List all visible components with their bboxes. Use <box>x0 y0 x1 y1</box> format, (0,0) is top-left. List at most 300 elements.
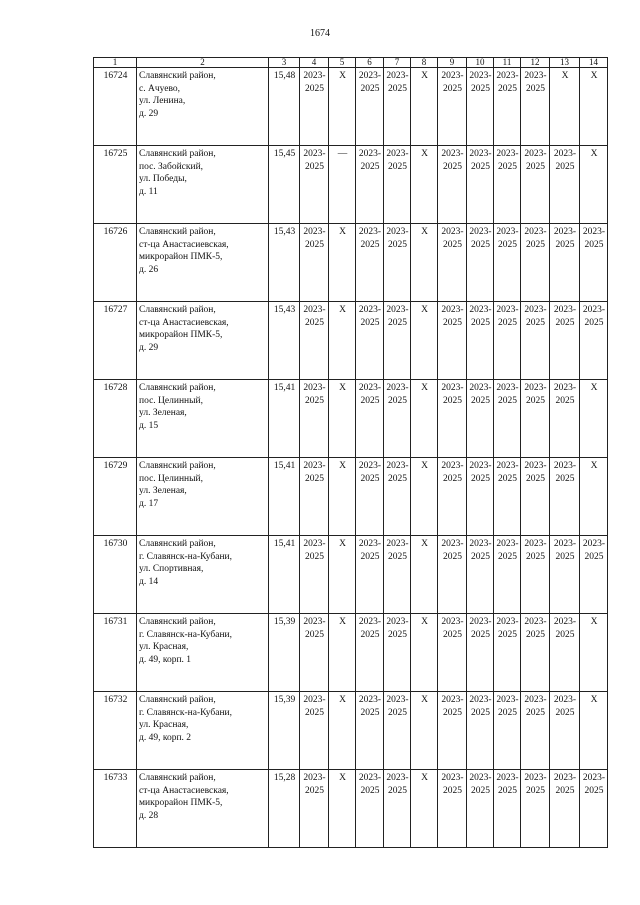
period-text: 2025 <box>305 317 324 328</box>
period-text: 2025 <box>584 239 604 250</box>
period-text: 2023- <box>441 773 464 783</box>
period-text: 2023- <box>303 227 326 237</box>
period-text: 2023- <box>303 71 326 81</box>
address-line: д. 11 <box>139 186 158 197</box>
period-text: 2023- <box>524 539 547 549</box>
period-text: 2025 <box>388 239 407 250</box>
period-text: 2025 <box>471 551 490 562</box>
mark-text: Х <box>590 71 598 81</box>
value-cell: 15,48 <box>269 68 300 146</box>
period-text: 2023- <box>582 773 606 783</box>
period-text: 2025 <box>498 551 517 562</box>
period-text: 2025 <box>584 317 604 328</box>
mark-cell <box>580 614 608 692</box>
mark-text: Х <box>590 617 598 627</box>
period-cell <box>521 68 550 146</box>
period-text: 2025 <box>471 83 490 94</box>
period-text: 2023- <box>441 461 464 471</box>
address-line: Славянский район, <box>139 71 216 81</box>
address-line: д. 15 <box>139 420 159 431</box>
mark-cell <box>329 614 356 692</box>
period-text: 2025 <box>584 785 604 796</box>
address-line: ул. Красная, <box>139 642 189 652</box>
period-cell <box>384 614 411 692</box>
address-line: пос. Целинный, <box>139 395 203 406</box>
mark-cell <box>580 692 608 770</box>
record-number: 16726 <box>94 224 137 302</box>
period-text: 2023- <box>386 461 409 471</box>
mark-cell <box>329 536 356 614</box>
period-text: 2025 <box>360 317 380 328</box>
period-cell <box>494 68 521 146</box>
mark-cell <box>580 458 608 536</box>
period-text: 2023- <box>582 227 606 237</box>
period-text: 2023- <box>358 383 382 393</box>
mark-text: Х <box>421 773 428 783</box>
period-cell <box>521 692 550 770</box>
column-header: 2 <box>137 58 269 68</box>
period-cell <box>550 224 580 302</box>
period-text: 2025 <box>388 707 407 718</box>
period-cell <box>438 458 467 536</box>
period-text: 2023- <box>358 71 382 81</box>
period-cell <box>467 146 494 224</box>
column-header: 5 <box>329 58 356 68</box>
column-header: 4 <box>300 58 329 68</box>
mark-text: Х <box>421 695 428 705</box>
period-cell <box>494 458 521 536</box>
period-cell <box>550 302 580 380</box>
mark-text: Х <box>339 383 346 393</box>
column-header: 9 <box>438 58 467 68</box>
address-line: микрорайон ПМК-5, <box>139 798 223 808</box>
period-text: 2025 <box>526 317 545 328</box>
period-cell <box>580 224 608 302</box>
period-text: 2025 <box>526 629 545 640</box>
period-text: 2023- <box>303 695 326 705</box>
address-cell <box>137 224 269 302</box>
mark-text: Х <box>590 695 598 705</box>
table-row <box>94 146 608 224</box>
period-text: 2023- <box>358 227 382 237</box>
period-cell <box>438 224 467 302</box>
address-line: д. 49, корп. 2 <box>139 732 192 743</box>
period-text: 2025 <box>360 629 380 640</box>
period-text: 2025 <box>555 629 575 640</box>
address-cell <box>137 614 269 692</box>
address-line: ул. Ленина, <box>139 96 186 106</box>
table-row <box>94 380 608 458</box>
mark-text: Х <box>421 149 428 159</box>
period-text: 2023- <box>386 383 409 393</box>
mark-text: Х <box>421 383 428 393</box>
mark-text: Х <box>590 383 598 393</box>
column-header: 11 <box>494 58 521 68</box>
period-text: 2025 <box>443 707 462 718</box>
address-line: с. Ачуево, <box>139 83 180 94</box>
address-line: ст-ца Анастасиевская, <box>139 785 229 796</box>
period-text: 2025 <box>360 551 380 562</box>
period-text: 2025 <box>555 317 575 328</box>
period-text: 2025 <box>526 395 545 406</box>
address-line: пос. Целинный, <box>139 473 203 484</box>
period-text: 2025 <box>388 395 407 406</box>
address-cell <box>137 380 269 458</box>
period-cell <box>467 224 494 302</box>
table-row <box>94 224 608 302</box>
column-header: 10 <box>467 58 494 68</box>
record-number: 16731 <box>94 614 137 692</box>
column-number-row <box>94 58 608 68</box>
period-text: 2023- <box>469 71 492 81</box>
period-text: 2023- <box>524 305 547 315</box>
record-number: 16729 <box>94 458 137 536</box>
mark-cell <box>411 302 438 380</box>
period-text: 2023- <box>496 617 519 627</box>
period-text: 2023- <box>553 305 577 315</box>
period-text: 2023- <box>303 149 326 159</box>
record-number: 16730 <box>94 536 137 614</box>
period-text: 2025 <box>305 239 324 250</box>
address-line: Славянский район, <box>139 305 216 315</box>
period-text: 2025 <box>526 161 545 172</box>
mark-text: — <box>337 149 348 159</box>
mark-cell <box>329 146 356 224</box>
period-text: 2023- <box>386 539 409 549</box>
value-cell: 15,39 <box>269 614 300 692</box>
period-text: 2023- <box>582 305 606 315</box>
period-cell <box>467 536 494 614</box>
period-cell <box>300 224 329 302</box>
period-text: 2023- <box>469 383 492 393</box>
period-text: 2025 <box>498 707 517 718</box>
period-text: 2023- <box>386 305 409 315</box>
period-cell <box>300 692 329 770</box>
mark-cell <box>580 68 608 146</box>
mark-cell <box>329 458 356 536</box>
address-line: г. Славянск-на-Кубани, <box>139 551 232 562</box>
column-header: 1 <box>94 58 137 68</box>
period-cell <box>438 302 467 380</box>
address-cell <box>137 302 269 380</box>
period-cell <box>494 302 521 380</box>
period-text: 2025 <box>498 395 517 406</box>
period-text: 2023- <box>524 149 547 159</box>
period-text: 2025 <box>360 707 380 718</box>
period-text: 2023- <box>441 71 464 81</box>
mark-text: Х <box>421 227 428 237</box>
period-cell <box>384 302 411 380</box>
mark-cell <box>411 770 438 848</box>
address-cell <box>137 458 269 536</box>
period-text: 2025 <box>471 395 490 406</box>
mark-text: Х <box>421 305 428 315</box>
mark-cell <box>329 68 356 146</box>
period-text: 2025 <box>471 629 490 640</box>
address-line: д. 29 <box>139 342 159 353</box>
address-line: ст-ца Анастасиевская, <box>139 317 229 328</box>
period-text: 2023- <box>386 71 409 81</box>
period-cell <box>438 380 467 458</box>
period-cell <box>550 458 580 536</box>
record-number: 16732 <box>94 692 137 770</box>
mark-cell <box>580 380 608 458</box>
address-line: д. 14 <box>139 576 159 587</box>
period-cell <box>300 380 329 458</box>
period-text: 2023- <box>582 539 606 549</box>
period-cell <box>467 68 494 146</box>
period-text: 2023- <box>524 383 547 393</box>
period-text: 2023- <box>358 539 382 549</box>
period-text: 2023- <box>469 617 492 627</box>
period-cell <box>300 458 329 536</box>
period-cell <box>300 302 329 380</box>
period-cell <box>550 614 580 692</box>
record-number: 16725 <box>94 146 137 224</box>
period-text: 2025 <box>498 785 517 796</box>
mark-cell <box>411 380 438 458</box>
mark-text: Х <box>339 461 346 471</box>
mark-text: Х <box>590 461 598 471</box>
period-text: 2025 <box>360 785 380 796</box>
period-cell <box>550 770 580 848</box>
period-text: 2023- <box>303 461 326 471</box>
period-cell <box>438 614 467 692</box>
period-text: 2023- <box>441 539 464 549</box>
mark-text: Х <box>339 539 346 549</box>
period-cell <box>521 614 550 692</box>
period-cell <box>356 224 384 302</box>
mark-cell <box>329 692 356 770</box>
period-text: 2023- <box>553 383 577 393</box>
address-line: д. 26 <box>139 264 159 275</box>
period-text: 2023- <box>303 383 326 393</box>
column-header: 8 <box>411 58 438 68</box>
address-line: ул. Зеленая, <box>139 408 187 418</box>
period-cell <box>494 146 521 224</box>
period-text: 2023- <box>496 695 519 705</box>
period-text: 2023- <box>496 539 519 549</box>
period-cell <box>384 458 411 536</box>
mark-text: Х <box>339 617 346 627</box>
period-text: 2023- <box>553 695 577 705</box>
period-text: 2025 <box>498 239 517 250</box>
mark-cell <box>329 380 356 458</box>
address-line: г. Славянск-на-Кубани, <box>139 629 232 640</box>
period-cell <box>494 224 521 302</box>
record-number: 16733 <box>94 770 137 848</box>
period-text: 2023- <box>524 617 547 627</box>
period-text: 2023- <box>553 149 577 159</box>
period-cell <box>467 380 494 458</box>
value-cell: 15,28 <box>269 770 300 848</box>
table-row <box>94 458 608 536</box>
period-text: 2025 <box>305 83 324 94</box>
period-text: 2025 <box>388 551 407 562</box>
period-cell <box>521 302 550 380</box>
period-text: 2025 <box>305 629 324 640</box>
address-line: Славянский район, <box>139 773 216 783</box>
period-text: 2023- <box>441 149 464 159</box>
address-line: д. 17 <box>139 498 159 509</box>
period-text: 2023- <box>386 617 409 627</box>
period-cell <box>384 224 411 302</box>
address-line: пос. Забойский, <box>139 161 204 172</box>
period-text: 2023- <box>524 773 547 783</box>
period-text: 2025 <box>498 629 517 640</box>
period-cell <box>356 536 384 614</box>
period-cell <box>580 302 608 380</box>
address-cell <box>137 692 269 770</box>
period-text: 2025 <box>443 83 462 94</box>
period-cell <box>550 536 580 614</box>
period-text: 2025 <box>360 83 380 94</box>
mark-cell <box>411 458 438 536</box>
column-header: 3 <box>269 58 300 68</box>
period-text: 2023- <box>303 617 326 627</box>
period-text: 2023- <box>386 149 409 159</box>
mark-text: Х <box>421 539 428 549</box>
period-cell <box>494 380 521 458</box>
period-text: 2023- <box>358 773 382 783</box>
period-text: 2023- <box>469 539 492 549</box>
period-text: 2023- <box>441 695 464 705</box>
period-text: 2023- <box>496 461 519 471</box>
period-text: 2023- <box>441 227 464 237</box>
period-text: 2025 <box>584 551 604 562</box>
address-line: д. 28 <box>139 810 159 821</box>
address-line: ст-ца Анастасиевская, <box>139 239 229 250</box>
record-number: 16724 <box>94 68 137 146</box>
period-cell <box>494 770 521 848</box>
period-text: 2025 <box>498 317 517 328</box>
period-text: 2025 <box>526 473 545 484</box>
mark-text: Х <box>590 149 598 159</box>
period-cell <box>384 380 411 458</box>
period-cell <box>384 770 411 848</box>
value-cell: 15,41 <box>269 458 300 536</box>
period-cell <box>521 770 550 848</box>
mark-cell <box>411 224 438 302</box>
address-cell <box>137 146 269 224</box>
table-row <box>94 302 608 380</box>
address-line: микрорайон ПМК-5, <box>139 330 223 340</box>
period-cell <box>521 536 550 614</box>
period-text: 2023- <box>553 617 577 627</box>
period-cell <box>438 146 467 224</box>
address-line: Славянский район, <box>139 383 216 393</box>
table-row <box>94 770 608 848</box>
period-cell <box>356 614 384 692</box>
period-cell <box>300 536 329 614</box>
column-header: 12 <box>521 58 550 68</box>
address-line: Славянский район, <box>139 149 216 159</box>
mark-cell <box>550 68 580 146</box>
period-cell <box>300 614 329 692</box>
period-text: 2025 <box>443 161 462 172</box>
period-cell <box>356 770 384 848</box>
address-line: г. Славянск-на-Кубани, <box>139 707 232 718</box>
period-text: 2025 <box>388 83 407 94</box>
period-text: 2023- <box>524 461 547 471</box>
address-line: д. 29 <box>139 108 159 119</box>
period-cell <box>494 692 521 770</box>
period-text: 2023- <box>553 461 577 471</box>
period-text: 2023- <box>441 617 464 627</box>
period-text: 2025 <box>388 629 407 640</box>
period-text: 2025 <box>526 239 545 250</box>
period-cell <box>438 770 467 848</box>
period-text: 2025 <box>443 551 462 562</box>
period-text: 2025 <box>360 161 380 172</box>
period-text: 2023- <box>469 227 492 237</box>
period-cell <box>384 146 411 224</box>
period-cell <box>494 614 521 692</box>
period-text: 2023- <box>469 305 492 315</box>
mark-text: Х <box>421 71 428 81</box>
period-text: 2023- <box>303 773 326 783</box>
period-text: 2023- <box>496 71 519 81</box>
address-line: Славянский район, <box>139 461 216 471</box>
period-text: 2025 <box>305 473 324 484</box>
mark-cell <box>411 68 438 146</box>
period-text: 2025 <box>498 83 517 94</box>
period-cell <box>521 458 550 536</box>
address-line: микрорайон ПМК-5, <box>139 252 223 262</box>
period-text: 2023- <box>553 773 577 783</box>
period-cell <box>384 536 411 614</box>
period-text: 2023- <box>358 617 382 627</box>
period-text: 2023- <box>524 71 547 81</box>
period-text: 2025 <box>555 161 575 172</box>
period-text: 2023- <box>386 227 409 237</box>
mark-text: Х <box>339 773 346 783</box>
period-text: 2023- <box>496 305 519 315</box>
page-number: 1674 <box>310 28 330 39</box>
column-header: 13 <box>550 58 580 68</box>
column-header: 7 <box>384 58 411 68</box>
period-text: 2025 <box>388 161 407 172</box>
period-text: 2025 <box>555 239 575 250</box>
period-text: 2025 <box>555 551 575 562</box>
mark-text: Х <box>339 695 346 705</box>
mark-cell <box>329 770 356 848</box>
period-cell <box>356 380 384 458</box>
record-number: 16728 <box>94 380 137 458</box>
period-cell <box>521 146 550 224</box>
period-cell <box>550 692 580 770</box>
record-number: 16727 <box>94 302 137 380</box>
period-text: 2023- <box>496 149 519 159</box>
period-text: 2025 <box>360 473 380 484</box>
mark-cell <box>580 146 608 224</box>
value-cell: 15,39 <box>269 692 300 770</box>
mark-cell <box>329 302 356 380</box>
period-cell <box>467 614 494 692</box>
period-cell <box>438 536 467 614</box>
period-text: 2023- <box>469 695 492 705</box>
period-cell <box>356 302 384 380</box>
period-cell <box>438 68 467 146</box>
mark-text: Х <box>421 617 428 627</box>
period-text: 2025 <box>305 551 324 562</box>
period-cell <box>467 770 494 848</box>
address-cell <box>137 770 269 848</box>
period-text: 2025 <box>305 161 324 172</box>
period-cell <box>467 692 494 770</box>
period-cell <box>300 146 329 224</box>
period-text: 2025 <box>443 785 462 796</box>
